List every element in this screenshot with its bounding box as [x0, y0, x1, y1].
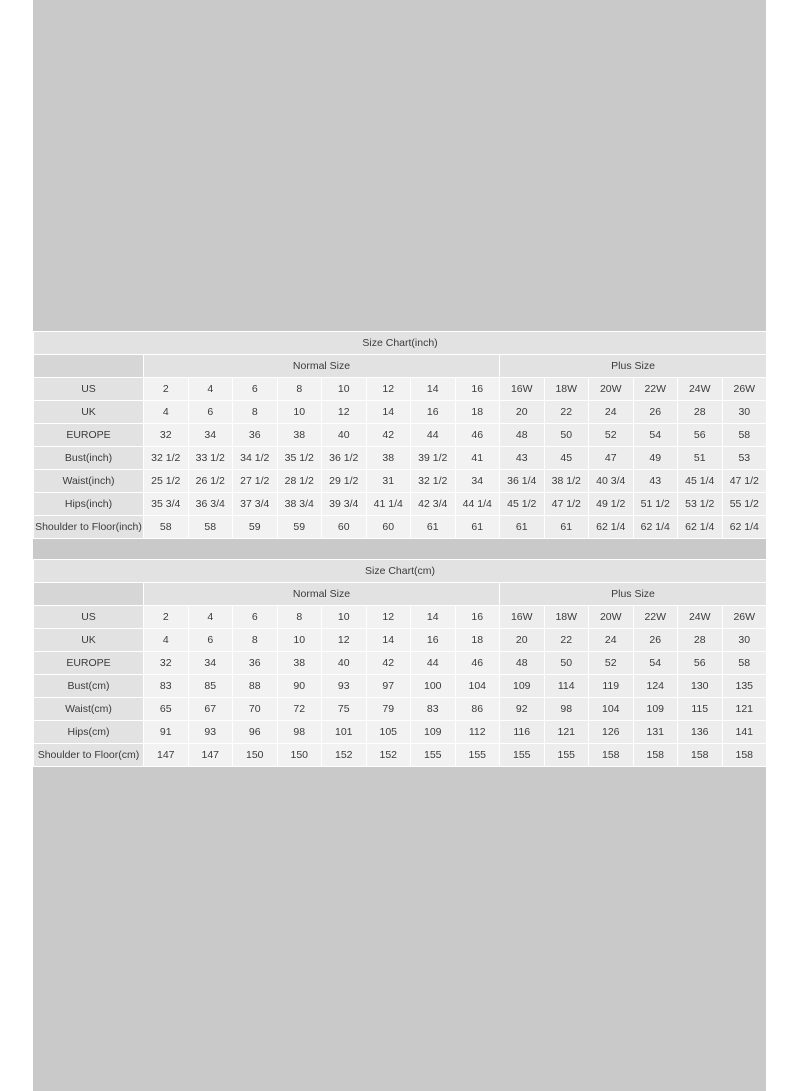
table-row [34, 401, 767, 424]
table-cell: 42 3/4 [411, 493, 456, 516]
table-cell: 40 3/4 [589, 470, 634, 493]
table-cell: 58 [144, 516, 189, 539]
table-cell: 20 [500, 401, 545, 424]
table-cell: 88 [233, 675, 278, 698]
table-cell: 56 [678, 652, 723, 675]
group-header: Plus Size [500, 583, 767, 606]
table-cell: 83 [411, 698, 456, 721]
table-cell: 51 [678, 447, 723, 470]
table-cell: 150 [277, 744, 322, 767]
chart-spacer [33, 539, 766, 559]
table-cell: 31 [366, 470, 411, 493]
table-cell: 24W [678, 378, 723, 401]
group-header-blank [34, 355, 144, 378]
table-cell: 32 [144, 424, 189, 447]
table-cell: 67 [188, 698, 233, 721]
table-cell: 46 [455, 424, 500, 447]
table-cell: 6 [233, 378, 278, 401]
table-cell: 58 [722, 424, 767, 447]
table-cell: 14 [411, 606, 456, 629]
table-cell: 29 1/2 [322, 470, 367, 493]
table-cell: 61 [411, 516, 456, 539]
table-cell: 116 [500, 721, 545, 744]
table-cell: 53 1/2 [678, 493, 723, 516]
table-cell: 52 [589, 652, 634, 675]
table-cell: 109 [500, 675, 545, 698]
table-cell: 45 [544, 447, 589, 470]
table-cell: 54 [633, 652, 678, 675]
table-cell: 42 [366, 652, 411, 675]
group-header: Normal Size [144, 355, 500, 378]
chart-title-row [34, 560, 767, 583]
group-header: Plus Size [500, 355, 767, 378]
table-cell: 4 [144, 401, 189, 424]
row-label: Hips(inch) [34, 493, 144, 516]
charts-host [33, 331, 766, 767]
table-cell: 24 [589, 629, 634, 652]
table-row [34, 698, 767, 721]
table-cell: 155 [455, 744, 500, 767]
table-cell: 131 [633, 721, 678, 744]
table-cell: 55 1/2 [722, 493, 767, 516]
table-cell: 34 [188, 652, 233, 675]
table-cell: 61 [455, 516, 500, 539]
chart-title: Size Chart(inch) [34, 332, 767, 355]
table-cell: 41 1/4 [366, 493, 411, 516]
table-cell: 26W [722, 378, 767, 401]
table-cell: 51 1/2 [633, 493, 678, 516]
table-cell: 86 [455, 698, 500, 721]
row-label: Shoulder to Floor(cm) [34, 744, 144, 767]
table-cell: 50 [544, 424, 589, 447]
table-cell: 101 [322, 721, 367, 744]
table-cell: 152 [322, 744, 367, 767]
table-cell: 158 [678, 744, 723, 767]
table-cell: 8 [277, 606, 322, 629]
table-cell: 14 [411, 378, 456, 401]
table-cell: 147 [188, 744, 233, 767]
table-cell: 136 [678, 721, 723, 744]
table-cell: 48 [500, 424, 545, 447]
table-cell: 47 1/2 [722, 470, 767, 493]
table-cell: 26 1/2 [188, 470, 233, 493]
table-cell: 155 [411, 744, 456, 767]
table-cell: 22W [633, 378, 678, 401]
table-cell: 104 [589, 698, 634, 721]
table-cell: 40 [322, 424, 367, 447]
table-row [34, 652, 767, 675]
row-label: EUROPE [34, 424, 144, 447]
table-cell: 109 [411, 721, 456, 744]
table-cell: 58 [188, 516, 233, 539]
table-cell: 147 [144, 744, 189, 767]
size-chart-table [33, 559, 767, 767]
table-cell: 16W [500, 378, 545, 401]
table-cell: 126 [589, 721, 634, 744]
table-cell: 56 [678, 424, 723, 447]
table-row [34, 516, 767, 539]
size-charts-container [33, 331, 766, 767]
table-cell: 6 [188, 629, 233, 652]
table-cell: 10 [277, 401, 322, 424]
table-row [34, 629, 767, 652]
table-cell: 32 1/2 [411, 470, 456, 493]
table-cell: 61 [544, 516, 589, 539]
row-label: EUROPE [34, 652, 144, 675]
table-cell: 49 [633, 447, 678, 470]
table-cell: 39 3/4 [322, 493, 367, 516]
chart-title: Size Chart(cm) [34, 560, 767, 583]
table-cell: 158 [633, 744, 678, 767]
table-cell: 2 [144, 606, 189, 629]
table-cell: 47 [589, 447, 634, 470]
table-cell: 150 [233, 744, 278, 767]
table-cell: 60 [322, 516, 367, 539]
table-cell: 33 1/2 [188, 447, 233, 470]
table-cell: 35 1/2 [277, 447, 322, 470]
table-cell: 43 [633, 470, 678, 493]
table-cell: 26 [633, 401, 678, 424]
table-cell: 59 [233, 516, 278, 539]
table-cell: 44 1/4 [455, 493, 500, 516]
table-cell: 72 [277, 698, 322, 721]
table-cell: 32 [144, 652, 189, 675]
table-cell: 38 [277, 652, 322, 675]
table-cell: 38 3/4 [277, 493, 322, 516]
row-label: Waist(inch) [34, 470, 144, 493]
table-cell: 62 1/4 [633, 516, 678, 539]
row-label: US [34, 606, 144, 629]
table-cell: 16 [411, 629, 456, 652]
table-row [34, 493, 767, 516]
table-row [34, 721, 767, 744]
table-row [34, 378, 767, 401]
table-cell: 4 [144, 629, 189, 652]
table-cell: 36 [233, 424, 278, 447]
table-cell: 10 [322, 606, 367, 629]
table-cell: 20W [589, 378, 634, 401]
table-cell: 16 [455, 378, 500, 401]
table-cell: 4 [188, 606, 233, 629]
table-cell: 8 [233, 401, 278, 424]
table-cell: 98 [277, 721, 322, 744]
table-cell: 32 1/2 [144, 447, 189, 470]
table-cell: 48 [500, 652, 545, 675]
table-cell: 38 1/2 [544, 470, 589, 493]
row-label: Hips(cm) [34, 721, 144, 744]
table-cell: 115 [678, 698, 723, 721]
table-cell: 85 [188, 675, 233, 698]
table-cell: 20 [500, 629, 545, 652]
table-cell: 62 1/4 [678, 516, 723, 539]
table-cell: 25 1/2 [144, 470, 189, 493]
table-cell: 28 1/2 [277, 470, 322, 493]
table-cell: 47 1/2 [544, 493, 589, 516]
table-cell: 62 1/4 [722, 516, 767, 539]
table-cell: 45 1/2 [500, 493, 545, 516]
table-cell: 49 1/2 [589, 493, 634, 516]
table-cell: 24W [678, 606, 723, 629]
table-cell: 14 [366, 629, 411, 652]
table-cell: 38 [366, 447, 411, 470]
table-cell: 119 [589, 675, 634, 698]
table-cell: 50 [544, 652, 589, 675]
table-cell: 24 [589, 401, 634, 424]
table-cell: 27 1/2 [233, 470, 278, 493]
table-cell: 20W [589, 606, 634, 629]
table-cell: 109 [633, 698, 678, 721]
table-cell: 121 [544, 721, 589, 744]
table-cell: 10 [322, 378, 367, 401]
table-row [34, 606, 767, 629]
table-cell: 36 1/2 [322, 447, 367, 470]
table-cell: 18 [455, 401, 500, 424]
table-cell: 44 [411, 652, 456, 675]
table-cell: 26W [722, 606, 767, 629]
table-cell: 41 [455, 447, 500, 470]
table-cell: 38 [277, 424, 322, 447]
table-cell: 36 [233, 652, 278, 675]
table-cell: 8 [277, 378, 322, 401]
table-cell: 43 [500, 447, 545, 470]
table-cell: 92 [500, 698, 545, 721]
table-cell: 98 [544, 698, 589, 721]
table-cell: 39 1/2 [411, 447, 456, 470]
table-cell: 158 [722, 744, 767, 767]
table-cell: 52 [589, 424, 634, 447]
table-cell: 14 [366, 401, 411, 424]
table-cell: 158 [589, 744, 634, 767]
table-cell: 93 [322, 675, 367, 698]
table-cell: 4 [188, 378, 233, 401]
table-cell: 83 [144, 675, 189, 698]
table-cell: 114 [544, 675, 589, 698]
row-label: Bust(inch) [34, 447, 144, 470]
table-cell: 34 [188, 424, 233, 447]
table-cell: 61 [500, 516, 545, 539]
chart-group-row [34, 583, 767, 606]
row-label: UK [34, 629, 144, 652]
table-cell: 37 3/4 [233, 493, 278, 516]
table-cell: 42 [366, 424, 411, 447]
table-cell: 93 [188, 721, 233, 744]
table-row [34, 744, 767, 767]
table-cell: 135 [722, 675, 767, 698]
table-cell: 36 1/4 [500, 470, 545, 493]
row-label: Bust(cm) [34, 675, 144, 698]
table-cell: 8 [233, 629, 278, 652]
table-cell: 90 [277, 675, 322, 698]
table-cell: 70 [233, 698, 278, 721]
table-cell: 121 [722, 698, 767, 721]
group-header-blank [34, 583, 144, 606]
table-cell: 16 [411, 401, 456, 424]
table-cell: 40 [322, 652, 367, 675]
table-cell: 105 [366, 721, 411, 744]
table-cell: 59 [277, 516, 322, 539]
table-cell: 2 [144, 378, 189, 401]
table-cell: 12 [322, 401, 367, 424]
table-cell: 104 [455, 675, 500, 698]
table-cell: 34 [455, 470, 500, 493]
row-label: UK [34, 401, 144, 424]
table-cell: 96 [233, 721, 278, 744]
table-cell: 124 [633, 675, 678, 698]
table-cell: 155 [500, 744, 545, 767]
chart-group-row [34, 355, 767, 378]
table-cell: 22 [544, 629, 589, 652]
table-cell: 28 [678, 629, 723, 652]
table-cell: 22W [633, 606, 678, 629]
table-row [34, 675, 767, 698]
table-cell: 97 [366, 675, 411, 698]
table-cell: 35 3/4 [144, 493, 189, 516]
table-cell: 18W [544, 378, 589, 401]
table-cell: 100 [411, 675, 456, 698]
table-cell: 18 [455, 629, 500, 652]
table-cell: 46 [455, 652, 500, 675]
table-cell: 28 [678, 401, 723, 424]
row-label: Shoulder to Floor(inch) [34, 516, 144, 539]
chart-title-row [34, 332, 767, 355]
table-cell: 18W [544, 606, 589, 629]
table-cell: 45 1/4 [678, 470, 723, 493]
row-label: US [34, 378, 144, 401]
table-cell: 112 [455, 721, 500, 744]
table-cell: 12 [366, 606, 411, 629]
table-cell: 6 [188, 401, 233, 424]
table-cell: 30 [722, 629, 767, 652]
table-cell: 58 [722, 652, 767, 675]
table-cell: 130 [678, 675, 723, 698]
row-label: Waist(cm) [34, 698, 144, 721]
table-cell: 12 [322, 629, 367, 652]
table-cell: 65 [144, 698, 189, 721]
table-cell: 12 [366, 378, 411, 401]
group-header: Normal Size [144, 583, 500, 606]
table-cell: 26 [633, 629, 678, 652]
table-cell: 60 [366, 516, 411, 539]
table-cell: 34 1/2 [233, 447, 278, 470]
table-cell: 152 [366, 744, 411, 767]
table-cell: 22 [544, 401, 589, 424]
table-cell: 155 [544, 744, 589, 767]
table-cell: 6 [233, 606, 278, 629]
table-row [34, 424, 767, 447]
table-cell: 10 [277, 629, 322, 652]
table-cell: 141 [722, 721, 767, 744]
table-cell: 79 [366, 698, 411, 721]
table-cell: 91 [144, 721, 189, 744]
table-cell: 30 [722, 401, 767, 424]
table-cell: 16W [500, 606, 545, 629]
table-cell: 75 [322, 698, 367, 721]
table-row [34, 447, 767, 470]
table-row [34, 470, 767, 493]
table-cell: 36 3/4 [188, 493, 233, 516]
table-cell: 53 [722, 447, 767, 470]
table-cell: 16 [455, 606, 500, 629]
table-cell: 54 [633, 424, 678, 447]
size-chart-table [33, 331, 767, 539]
table-cell: 62 1/4 [589, 516, 634, 539]
table-cell: 44 [411, 424, 456, 447]
